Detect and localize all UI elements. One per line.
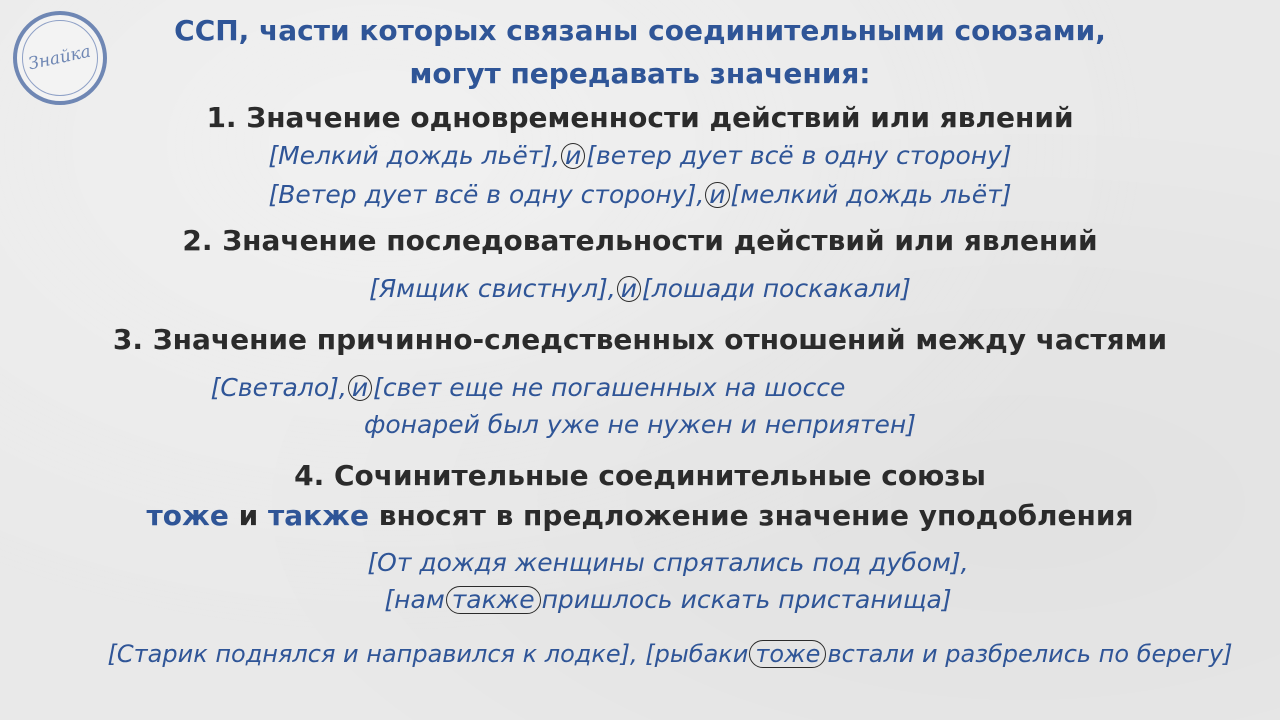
section-4-heading-line-1: 4. Сочинительные соединительные союзы [294,459,986,492]
clause-a: [нам [384,585,445,614]
clause-a: [Мелкий дождь льёт], [268,141,560,170]
title-line-2: могут передавать значения: [409,57,871,90]
section-3-example-line-1 [0,373,1168,402]
logo-text: Знайка [27,41,93,75]
circled-conjunction-takzhe: также [446,586,541,614]
circled-conjunction: и [617,276,641,302]
section-1-heading: 1. Значение одновременности действий или явлений [206,101,1074,134]
clause-b: [лошади поскакали] [642,274,911,303]
section-4-example-1-line-2 [28,585,1280,614]
circled-conjunction: и [348,375,372,401]
section-4-example-2 [30,640,1280,668]
conjunction-takzhe: также [268,499,369,532]
circled-conjunction-tozhe: тоже [749,640,826,668]
circled-conjunction: и [705,182,729,208]
clause-b: встали и разбрелись по берегу] [827,640,1233,668]
clause-b: [свет еще не погашенных на шоссе [373,373,846,402]
clause-a: [Ямщик свистнул], [369,274,616,303]
heading-rest: вносят в предложение значение уподобления [368,499,1134,532]
clause-b: [мелкий дождь льёт] [730,180,1012,209]
clause-a: [Светало], [210,373,347,402]
clause-a: [Старик поднялся и направился к лодке], [рыбаки [107,640,749,668]
section-4-heading-line-2 [0,499,1280,532]
clause-b: [ветер дует всё в одну сторону] [586,141,1012,170]
heading-connector: и [228,499,268,532]
section-1-example-1 [0,141,1280,170]
section-4-example-1-line-1: [От дождя женщины спрятались под дубом], [367,548,969,577]
clause-b: пришлось искать пристанища] [541,585,952,614]
title-line-1: ССП, части которых связаны соединительными союзами, [174,14,1106,47]
section-1-example-2 [0,180,1280,209]
clause-a: [Ветер дует всё в одну сторону], [268,180,705,209]
section-3-heading: 3. Значение причинно-следственных отношений между частями [112,323,1168,356]
conjunction-tozhe: тоже [146,499,229,532]
circled-conjunction: и [561,143,585,169]
section-2-heading: 2. Значение последовательности действий или явлений [182,224,1098,257]
section-2-example-1 [0,274,1280,303]
section-3-example-line-2: фонарей был уже не нужен и неприятен] [364,410,916,439]
